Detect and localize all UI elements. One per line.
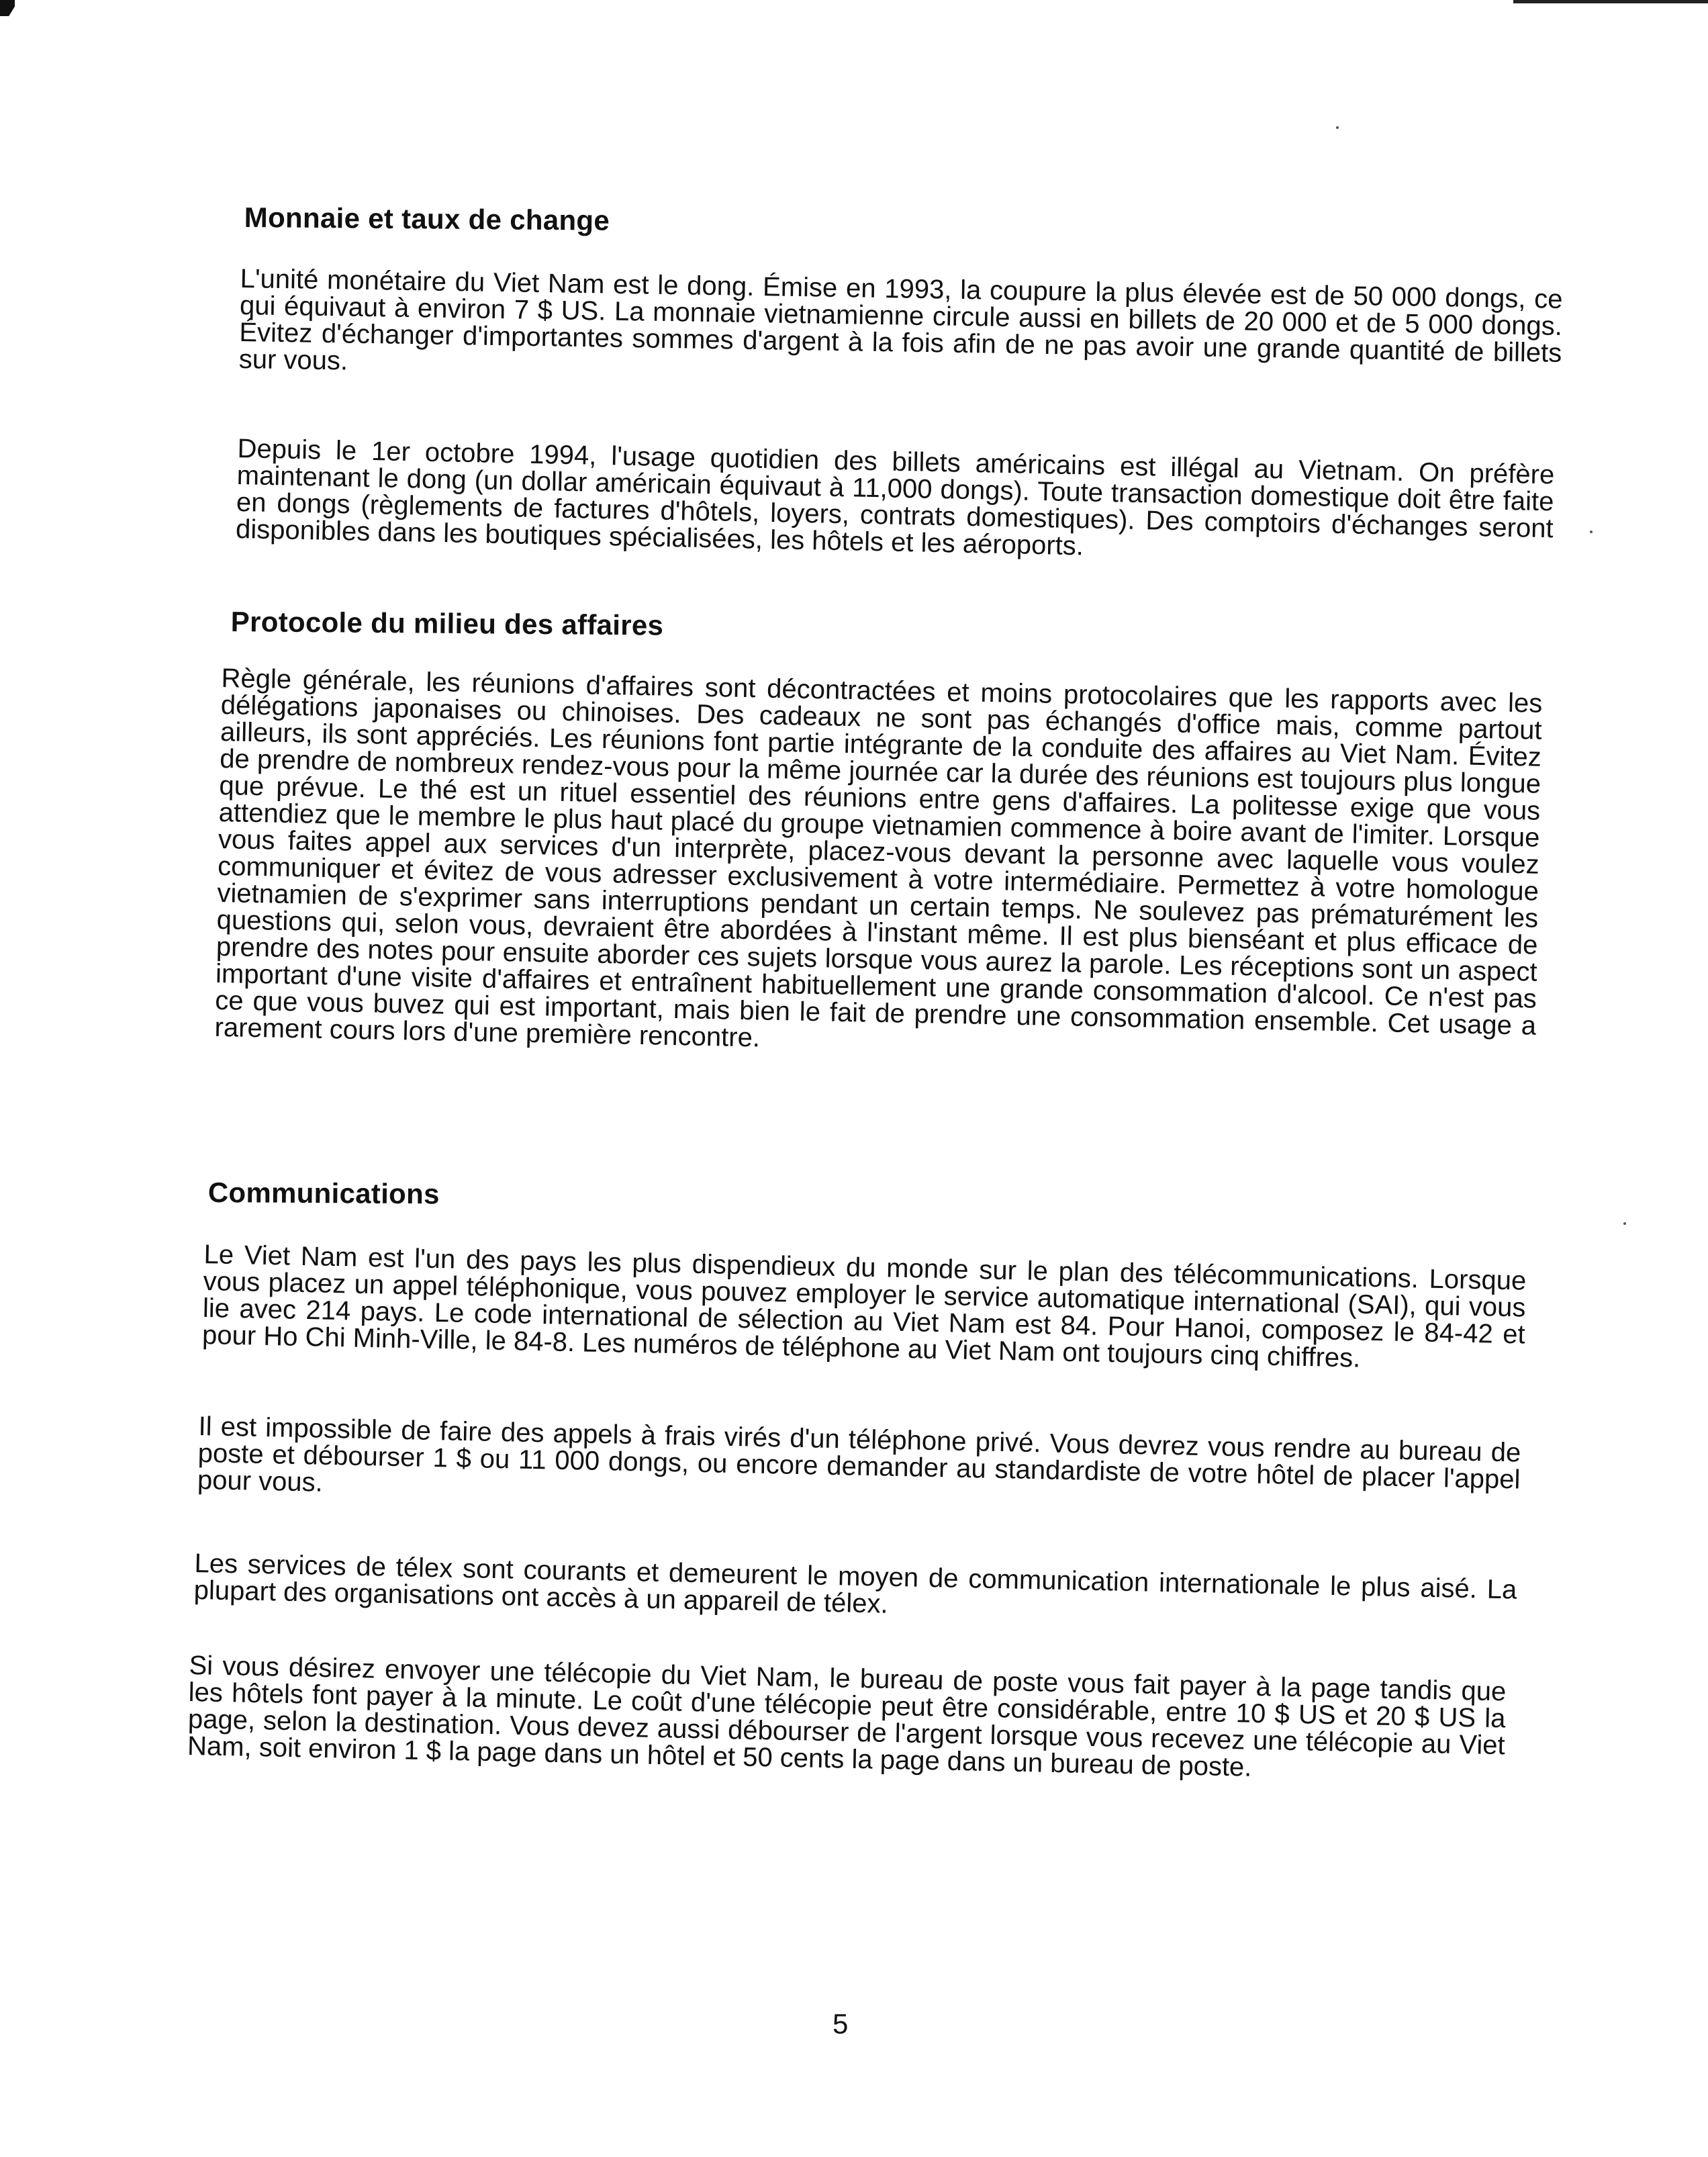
paragraph-protocole: Règle générale, les réunions d'affaires sont décontractées et moins protocolaires que les rapports avec les délégations japonaises ou chinoises. Des cadeaux ne sont pas échangés d'office mais, comme partout ailleurs, ils sont appréciés. Les réunions font partie intégrante de la conduite des affaires au Viet Nam. Évitez de prendre de nombreux rendez-vous pour la même journée car la durée des réunions est toujours plus longue que prévue. Le thé est un rituel essentiel des réunions entre gens d'affaires. La politesse exige que vous attendiez que le membre le plus haut placé du groupe vietnamien commence à boire avant de l'imiter. Lorsque vous faites appel aux services d'un interprète, placez-vous devant la personne avec laquelle vous voulez communiquer et évitez de vous adresser exclusivement à votre intermédiaire. Permettez à votre homologue vietnamien de s'exprimer sans interruptions pendant un certain temps. Ne soulevez pas prématurément les questions qui, selon vous, devraient être abordées à l'instant même. Il est plus bienséant et plus efficace de prendre des notes pour ensuite aborder ces sujets lorsque vous aurez la parole. Les réceptions sont un aspect important d'une visite d'affaires et entraînent habituellement une grande consommation d'alcool. Ce n'est pas ce que vous buvez qui est important, mais bien le fait de prendre une consommation ensemble. Cet usage a rarement cours lors d'une première rencontre. (214, 663, 1543, 1053)
paragraph-communications-1: Le Viet Nam est l'un des pays les plus dispendieux du monde sur le plan des télécommunications. Lorsque vous placez un appel téléphonique, vous pouvez employer le service automatique international (SAI), qui vous lie avec 214 pays. Le code international de sélection au Viet Nam est 84. Pour Hanoi, composez le 84-42 et pour Ho Chi Minh-Ville, le 84-8. Les numéros de téléphone au Viet Nam ont toujours cinq chiffres. (201, 1240, 1527, 1373)
scan-top-rule (1513, 0, 1708, 3)
scan-speck (1336, 126, 1339, 129)
paragraph-monnaie-2: Depuis le 1er octobre 1994, l'usage quotidien des billets américains est illégal au Vietnam. On préfère maintenant le dong (un dollar américain équivaut à 11,000 dongs). Toute transaction domestique doit être faite en dongs (règlements de factures d'hôtels, loyers, contrats domestiques). Des comptoirs d'échanges seront disponibles dans les boutiques spécialisées, les hôtels et les aéroports. (235, 434, 1555, 561)
scan-speck (1623, 1222, 1626, 1225)
paragraph-communications-4: Si vous désirez envoyer une télécopie du Viet Nam, le bureau de poste vous fait payer à la page tandis que les hôtels font payer à la minute. Le coût d'une télécopie peut être considérable, entre 10 $ US et 20 $ US la page, selon la destination. Vous devez aussi débourser de l'argent lorsque vous recevez une télécopie au Viet Nam, soit environ 1 $ la page dans un hôtel et 50 cents la page dans un bureau de poste. (187, 1651, 1507, 1782)
section-heading-communications: Communications (207, 1177, 440, 1210)
paragraph-monnaie-1: L'unité monétaire du Viet Nam est le dong. Émise en 1993, la coupure la plus élevée est de 50 000 dongs, ce qui équivaut à environ 7 $ US. La monnaie vietnamienne circule aussi en billets de 20 000 et de 5 000 dongs. Évitez d'échanger d'importantes sommes d'argent à la fois afin de ne pas avoir une grande quantité de billets sur vous. (238, 264, 1563, 376)
section-heading-protocole: Protocole du milieu des affaires (230, 606, 664, 641)
paragraph-communications-3: Les services de télex sont courants et demeurent le moyen de communication internationale le plus aisé. La plupart des organisations ont accès à un appareil de télex. (193, 1549, 1517, 1619)
paragraph-communications-2: Il est impossible de faire des appels à frais virés d'un téléphone privé. Vous devrez vous rendre au bureau de poste et débourser 1 $ ou 11 000 dongs, ou encore demander au standardiste de votre hôtel de placer l'appel pour vous. (197, 1412, 1521, 1498)
scan-speck (1590, 531, 1593, 533)
scan-corner-mark (0, 0, 15, 16)
page-number: 5 (833, 2008, 849, 2039)
section-heading-monnaie: Monnaie et taux de change (244, 201, 610, 236)
